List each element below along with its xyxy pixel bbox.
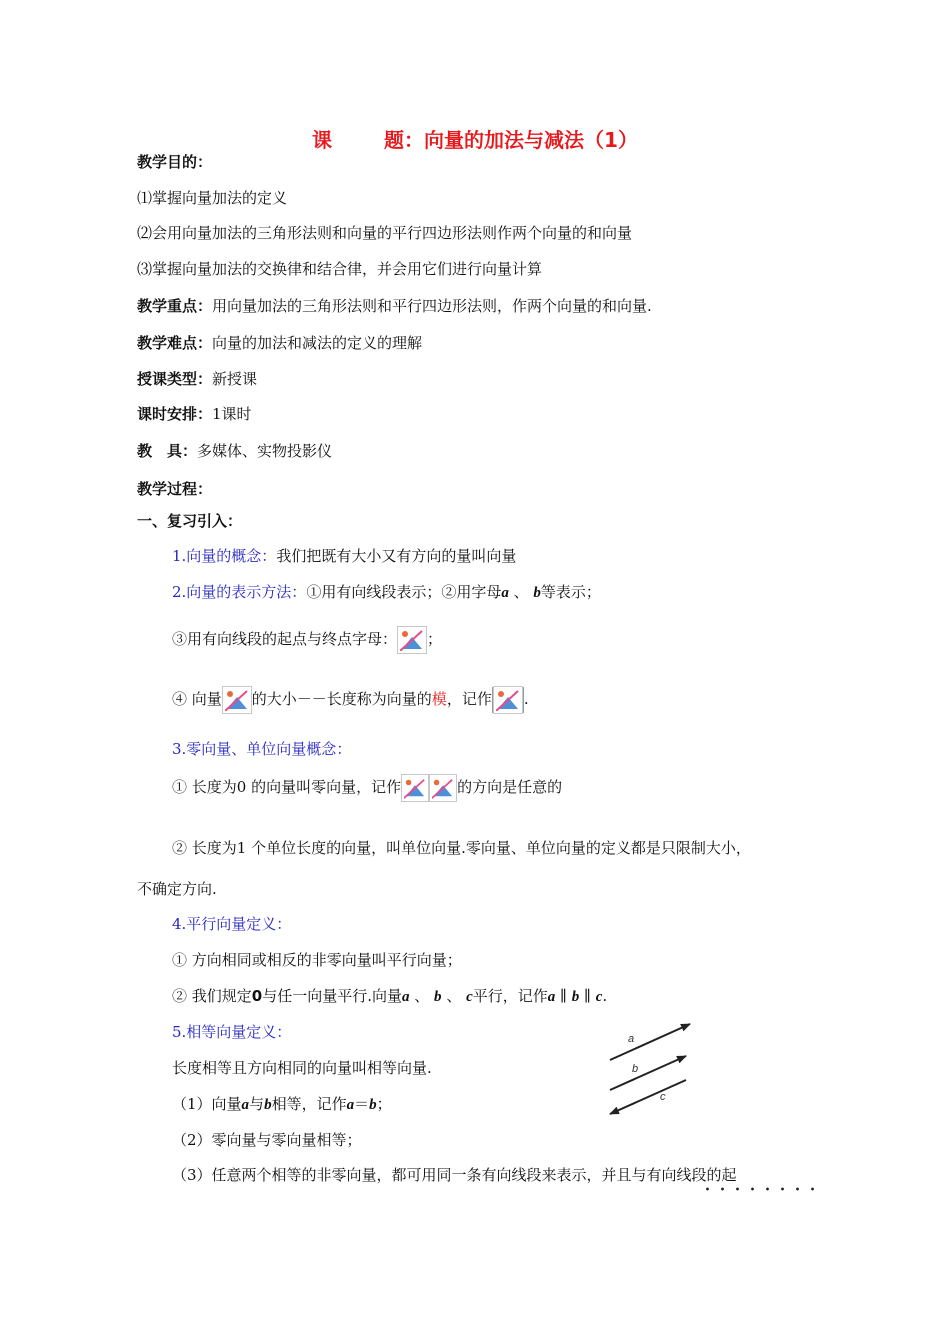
zero-vector-tail: 的方向是任意的 [457, 778, 563, 796]
parallel-text-1: ② 我们规定 [172, 987, 252, 1005]
equal-def: 长度相等且方向相同的向量叫相等向量. [172, 1059, 432, 1077]
schedule-text: 1课时 [212, 405, 252, 423]
endpoint-notation-text: ③用有向线段的起点与终点字母： [172, 630, 398, 648]
parallel-symbol: ∥ [579, 987, 596, 1005]
vector-notation-tail: 等表示； [540, 583, 601, 601]
tools-label: 教 具： [137, 442, 198, 460]
magnitude-text-3: ，记作 [446, 690, 492, 708]
parallel-text-2: 与任一向量平行.向量 [262, 987, 402, 1005]
key-point-text: 用向量加法的三角形法则和平行四边形法则，作两个向量的和向量. [212, 297, 652, 315]
equal-tail: ； [376, 1095, 392, 1113]
schedule [137, 404, 252, 424]
parallel-heading: 4.平行向量定义： [172, 915, 292, 933]
var-b: b [264, 1097, 272, 1113]
equal-text-1: （1）向量 [172, 1095, 242, 1113]
modulus-term: 模 [431, 690, 447, 708]
equal-item-3: （3）任意两个相等的非零向量，都可用同一条有向线段来表示，并且与有向线段的起 [172, 1166, 737, 1184]
separator: 、 [441, 987, 467, 1005]
objective-3: ⑶掌握向量加法的交换律和结合律，并会用它们进行向量计算 [137, 260, 543, 278]
vector-notation [172, 582, 601, 603]
objective-1: ⑴掌握向量加法的定义 [137, 189, 288, 207]
endpoint-notation [172, 624, 442, 654]
tools-text: 多媒体、实物投影仪 [197, 442, 333, 460]
label-b: b [632, 1063, 639, 1075]
vector-notation-text: ①用有向线段表示；②用字母 [306, 583, 502, 601]
label-c: c [660, 1091, 666, 1103]
formula-image-icon [429, 774, 457, 802]
endpoint-notation-tail: ； [427, 630, 443, 648]
difficulty-text: 向量的加法和减法的定义的理解 [212, 334, 423, 352]
difficulty [137, 333, 422, 353]
var-a: a [501, 585, 509, 601]
magnitude-tail: . [523, 690, 529, 708]
zero-vector-definition [172, 772, 562, 802]
parallel-symbol: ∥ [555, 987, 572, 1005]
vector-concept [172, 546, 516, 566]
difficulty-label: 教学难点： [137, 334, 213, 352]
parallel-def-1: ① 方向相同或相反的非零向量叫平行向量； [172, 951, 462, 969]
var-b: b [369, 1097, 377, 1113]
formula-image-icon [493, 686, 523, 714]
var-a: a [547, 989, 556, 1005]
vector-notation-label: 2.向量的表示方法： [172, 583, 307, 601]
section1-heading: 一、复习引入： [137, 512, 243, 530]
objectives-heading: 教学目的： [137, 153, 213, 171]
var-a: a [346, 1097, 355, 1113]
lesson-type-label: 授课类型： [137, 370, 213, 388]
separator: 、 [409, 987, 435, 1005]
page-title [0, 124, 950, 153]
magnitude-definition [172, 684, 529, 714]
key-point [137, 296, 652, 316]
zero-vector-symbol: 0 [251, 987, 263, 1005]
formula-image-icon [401, 774, 429, 802]
vector-a-arrow [610, 1024, 690, 1060]
vector-concept-text: 我们把既有大小又有方向的量叫向量 [276, 547, 517, 565]
var-a: a [402, 989, 410, 1005]
var-b: b [434, 989, 442, 1005]
equal-text-3: 相等，记作 [271, 1095, 347, 1113]
separator: 、 [508, 583, 534, 601]
zero-vector-text: ① 长度为0 的向量叫零向量，记作 [172, 778, 402, 796]
equal-heading: 5.相等向量定义： [172, 1023, 292, 1041]
unit-vector-line1: ② 长度为1 个单位长度的向量，叫单位向量.零向量、单位向量的定义都是只限制大小， [172, 839, 751, 857]
parallel-text-3: 平行，记作 [472, 987, 548, 1005]
magnitude-text-2: 的大小－－长度称为向量的 [251, 690, 432, 708]
lesson-type [137, 369, 257, 389]
var-b: b [571, 989, 580, 1005]
schedule-label: 课时安排： [137, 405, 213, 423]
key-point-label: 教学重点： [137, 297, 213, 315]
parallel-tail: . [602, 987, 608, 1005]
objective-2: ⑵会用向量加法的三角形法则和向量的平行四边形法则作两个向量的和向量 [137, 224, 633, 242]
tools [137, 441, 332, 461]
equal-item-1 [172, 1094, 392, 1115]
title-left: 课 [312, 128, 333, 152]
parallel-def-2 [172, 986, 607, 1007]
unit-vector-line2: 不确定方向. [137, 880, 217, 898]
var-c: c [466, 989, 473, 1005]
vector-concept-label: 1.向量的概念： [172, 547, 277, 565]
equal-item-2: （2）零向量与零向量相等； [172, 1131, 362, 1149]
parallel-vectors-figure [604, 1018, 700, 1118]
zero-unit-heading: 3.零向量、单位向量概念： [172, 740, 352, 758]
var-a: a [241, 1097, 250, 1113]
process-heading: 教学过程： [137, 480, 213, 498]
var-b: b [533, 585, 541, 601]
label-a: a [628, 1033, 635, 1045]
lesson-type-text: 新授课 [212, 370, 258, 388]
emphasis-dots [700, 1186, 820, 1192]
title-right: 题：向量的加法与减法（1） [384, 128, 638, 152]
magnitude-text-1: ④ 向量 [172, 690, 222, 708]
equals-symbol: ＝ [354, 1095, 370, 1113]
var-c: c [595, 989, 603, 1005]
equal-text-2: 与 [249, 1095, 265, 1113]
formula-image-icon [397, 626, 427, 654]
formula-image-icon [222, 686, 252, 714]
